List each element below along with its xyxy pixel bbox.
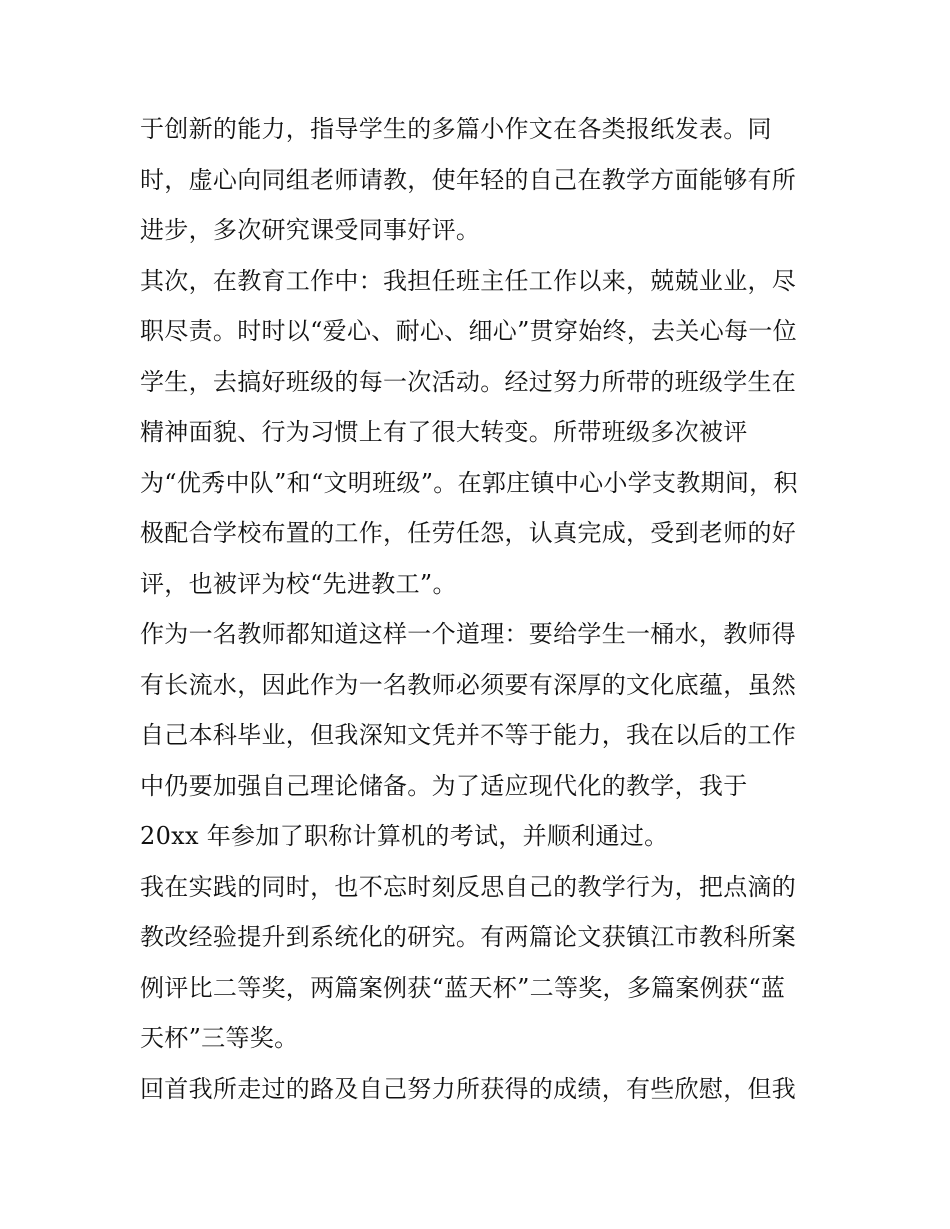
- text-line: 中仍要加强自己理论储备。为了适应现代化的教学，我于: [140, 771, 748, 800]
- text-line: 回首我所走过的路及自己努力所获得的成绩，有些欣慰，但我: [140, 1074, 797, 1103]
- text-line: 极配合学校布置的工作，任劳任怨，认真完成，受到老师的好: [140, 519, 797, 547]
- text-line: 进步，多次研究课受同事好评。: [140, 216, 481, 244]
- text-line: 教改经验提升到系统化的研究。有两篇论文获镇江市教科所案: [140, 923, 797, 951]
- text-line: 于创新的能力，指导学生的多篇小作文在各类报纸发表。同: [140, 115, 772, 143]
- text-line: 有长流水，因此作为一名教师必须要有深厚的文化底蕴，虽然: [140, 670, 797, 699]
- text-line: 自己本科毕业，但我深知文凭并不等于能力，我在以后的工作: [140, 721, 797, 749]
- document-body: [140, 104, 820, 1114]
- text-line: 为“优秀中队”和“文明班级”。在郭庄镇中心小学支教期间，积: [140, 468, 798, 497]
- text-line: 时，虚心向同组老师请教，使年轻的自己在教学方面能够有所: [140, 165, 797, 194]
- text-line: 学生，去搞好班级的每一次活动。经过努力所带的班级学生在: [140, 367, 797, 396]
- text-line: 其次，在教育工作中：我担任班主任工作以来，兢兢业业，尽: [140, 266, 797, 295]
- text-line: 评，也被评为校“先进教工”。: [140, 569, 457, 598]
- text-line: 例评比二等奖，两篇案例获“蓝天杯”二等奖，多篇案例获“蓝: [140, 973, 786, 1002]
- text-line: 天杯”三等奖。: [140, 1024, 299, 1052]
- text-line: 精神面貌、行为习惯上有了很大转变。所带班级多次被评: [140, 418, 748, 446]
- text-line: 作为一名教师都知道这样一个道理：要给学生一桶水，教师得: [140, 620, 797, 648]
- text-line: 20xx 年参加了职称计算机的考试，并顺利通过。: [140, 822, 669, 850]
- text-line: 我在实践的同时，也不忘时刻反思自己的教学行为，把点滴的: [140, 872, 797, 901]
- text-line: 职尽责。时时以“爱心、耐心、细心”贯穿始终，去关心每一位: [140, 317, 797, 345]
